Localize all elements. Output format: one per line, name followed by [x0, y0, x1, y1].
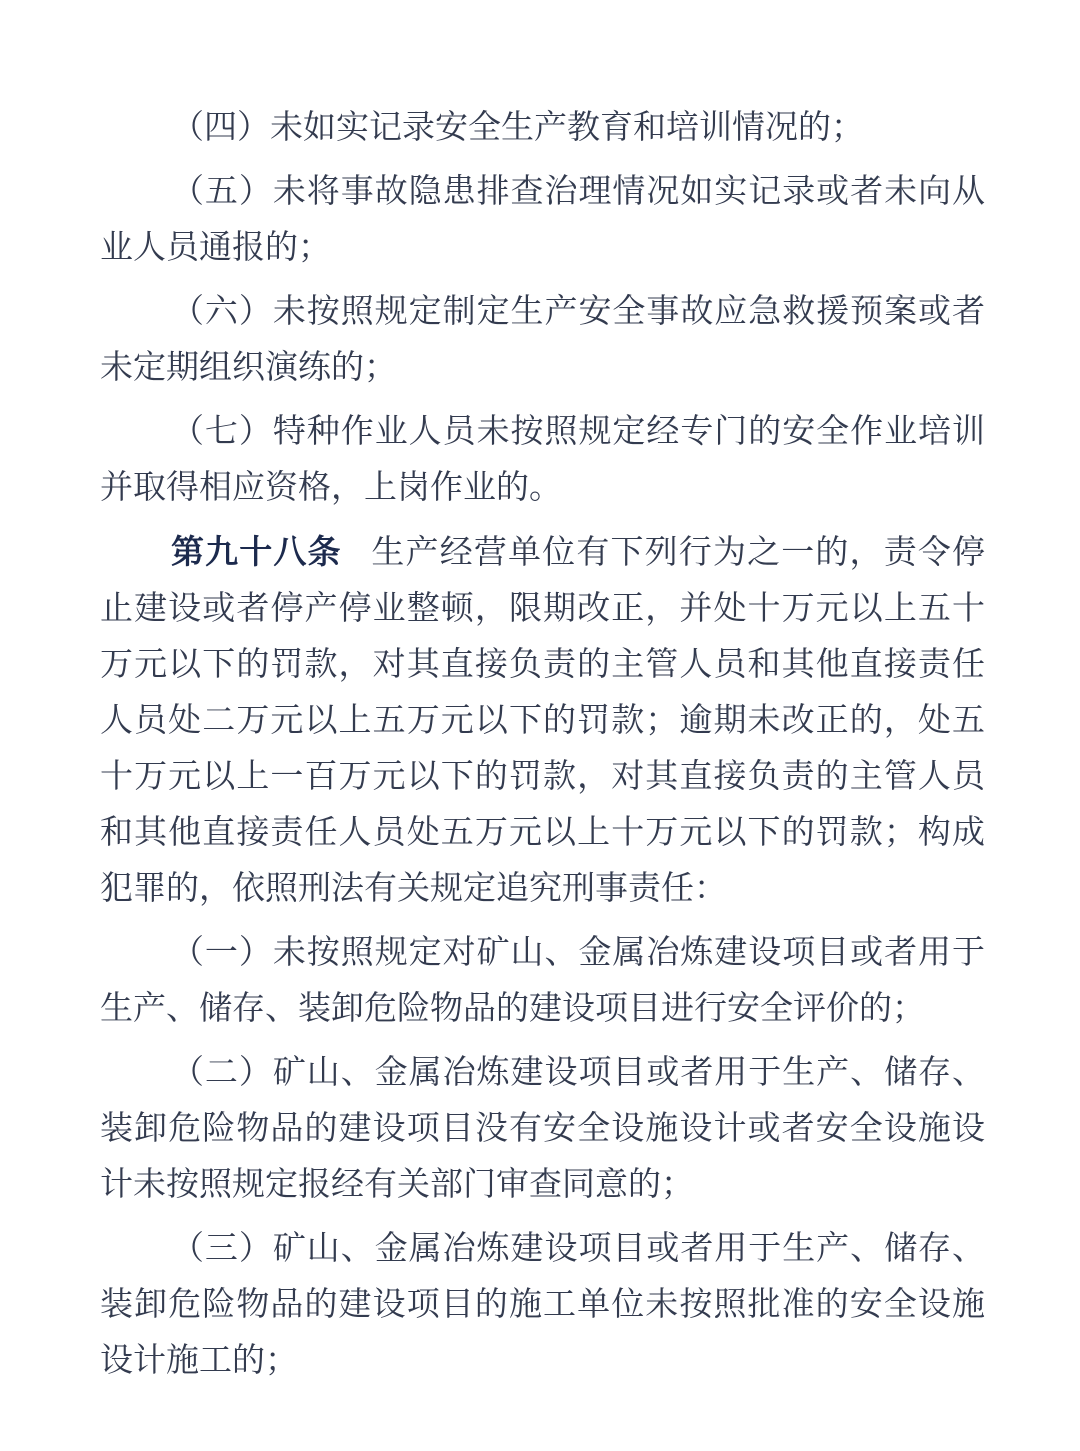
clause-paragraph: （三）矿山、金属冶炼建设项目或者用于生产、储存、装卸危险物品的建设项目的施工单位未按照批准的安全设施设计施工的；: [100, 1231, 985, 1379]
clause-paragraph: （七）特种作业人员未按照规定经专门的安全作业培训并取得相应资格，上岗作业的。: [100, 414, 985, 506]
clause-paragraph: （四）未如实记录安全生产教育和培训情况的；: [170, 110, 864, 146]
clause-paragraph: （六）未按照规定制定生产安全事故应急救援预案或者未定期组织演练的；: [100, 294, 985, 386]
clause-paragraph: （一）未按照规定对矿山、金属冶炼建设项目或者用于生产、储存、装卸危险物品的建设项目进行安全评价的；: [100, 935, 985, 1027]
clause-paragraph: （五）未将事故隐患排查治理情况如实记录或者未向从业人员通报的；: [100, 174, 985, 266]
clause-paragraph: （二）矿山、金属冶炼建设项目或者用于生产、储存、装卸危险物品的建设项目没有安全设施设计或者安全设施设计未按照规定报经有关部门审查同意的；: [100, 1055, 985, 1203]
article-number: 第九十八条: [170, 533, 342, 570]
document-content: [100, 100, 985, 1389]
article-paragraph: 第九十八条 生产经营单位有下列行为之一的，责令停止建设或者停产停业整顿，限期改正，并处十万元以上五十万元以下的罚款，对其直接负责的主管人员和其他直接责任人员处二万元以上五万元以下的罚款；逾期未改正的，处五十万元以上一百万元以下的罚款，对其直接负责的主管人员和其他直接责任人员处五万元以上十万元以下的罚款；构成犯罪的，依照刑法有关规定追究刑事责任：: [100, 533, 986, 907]
